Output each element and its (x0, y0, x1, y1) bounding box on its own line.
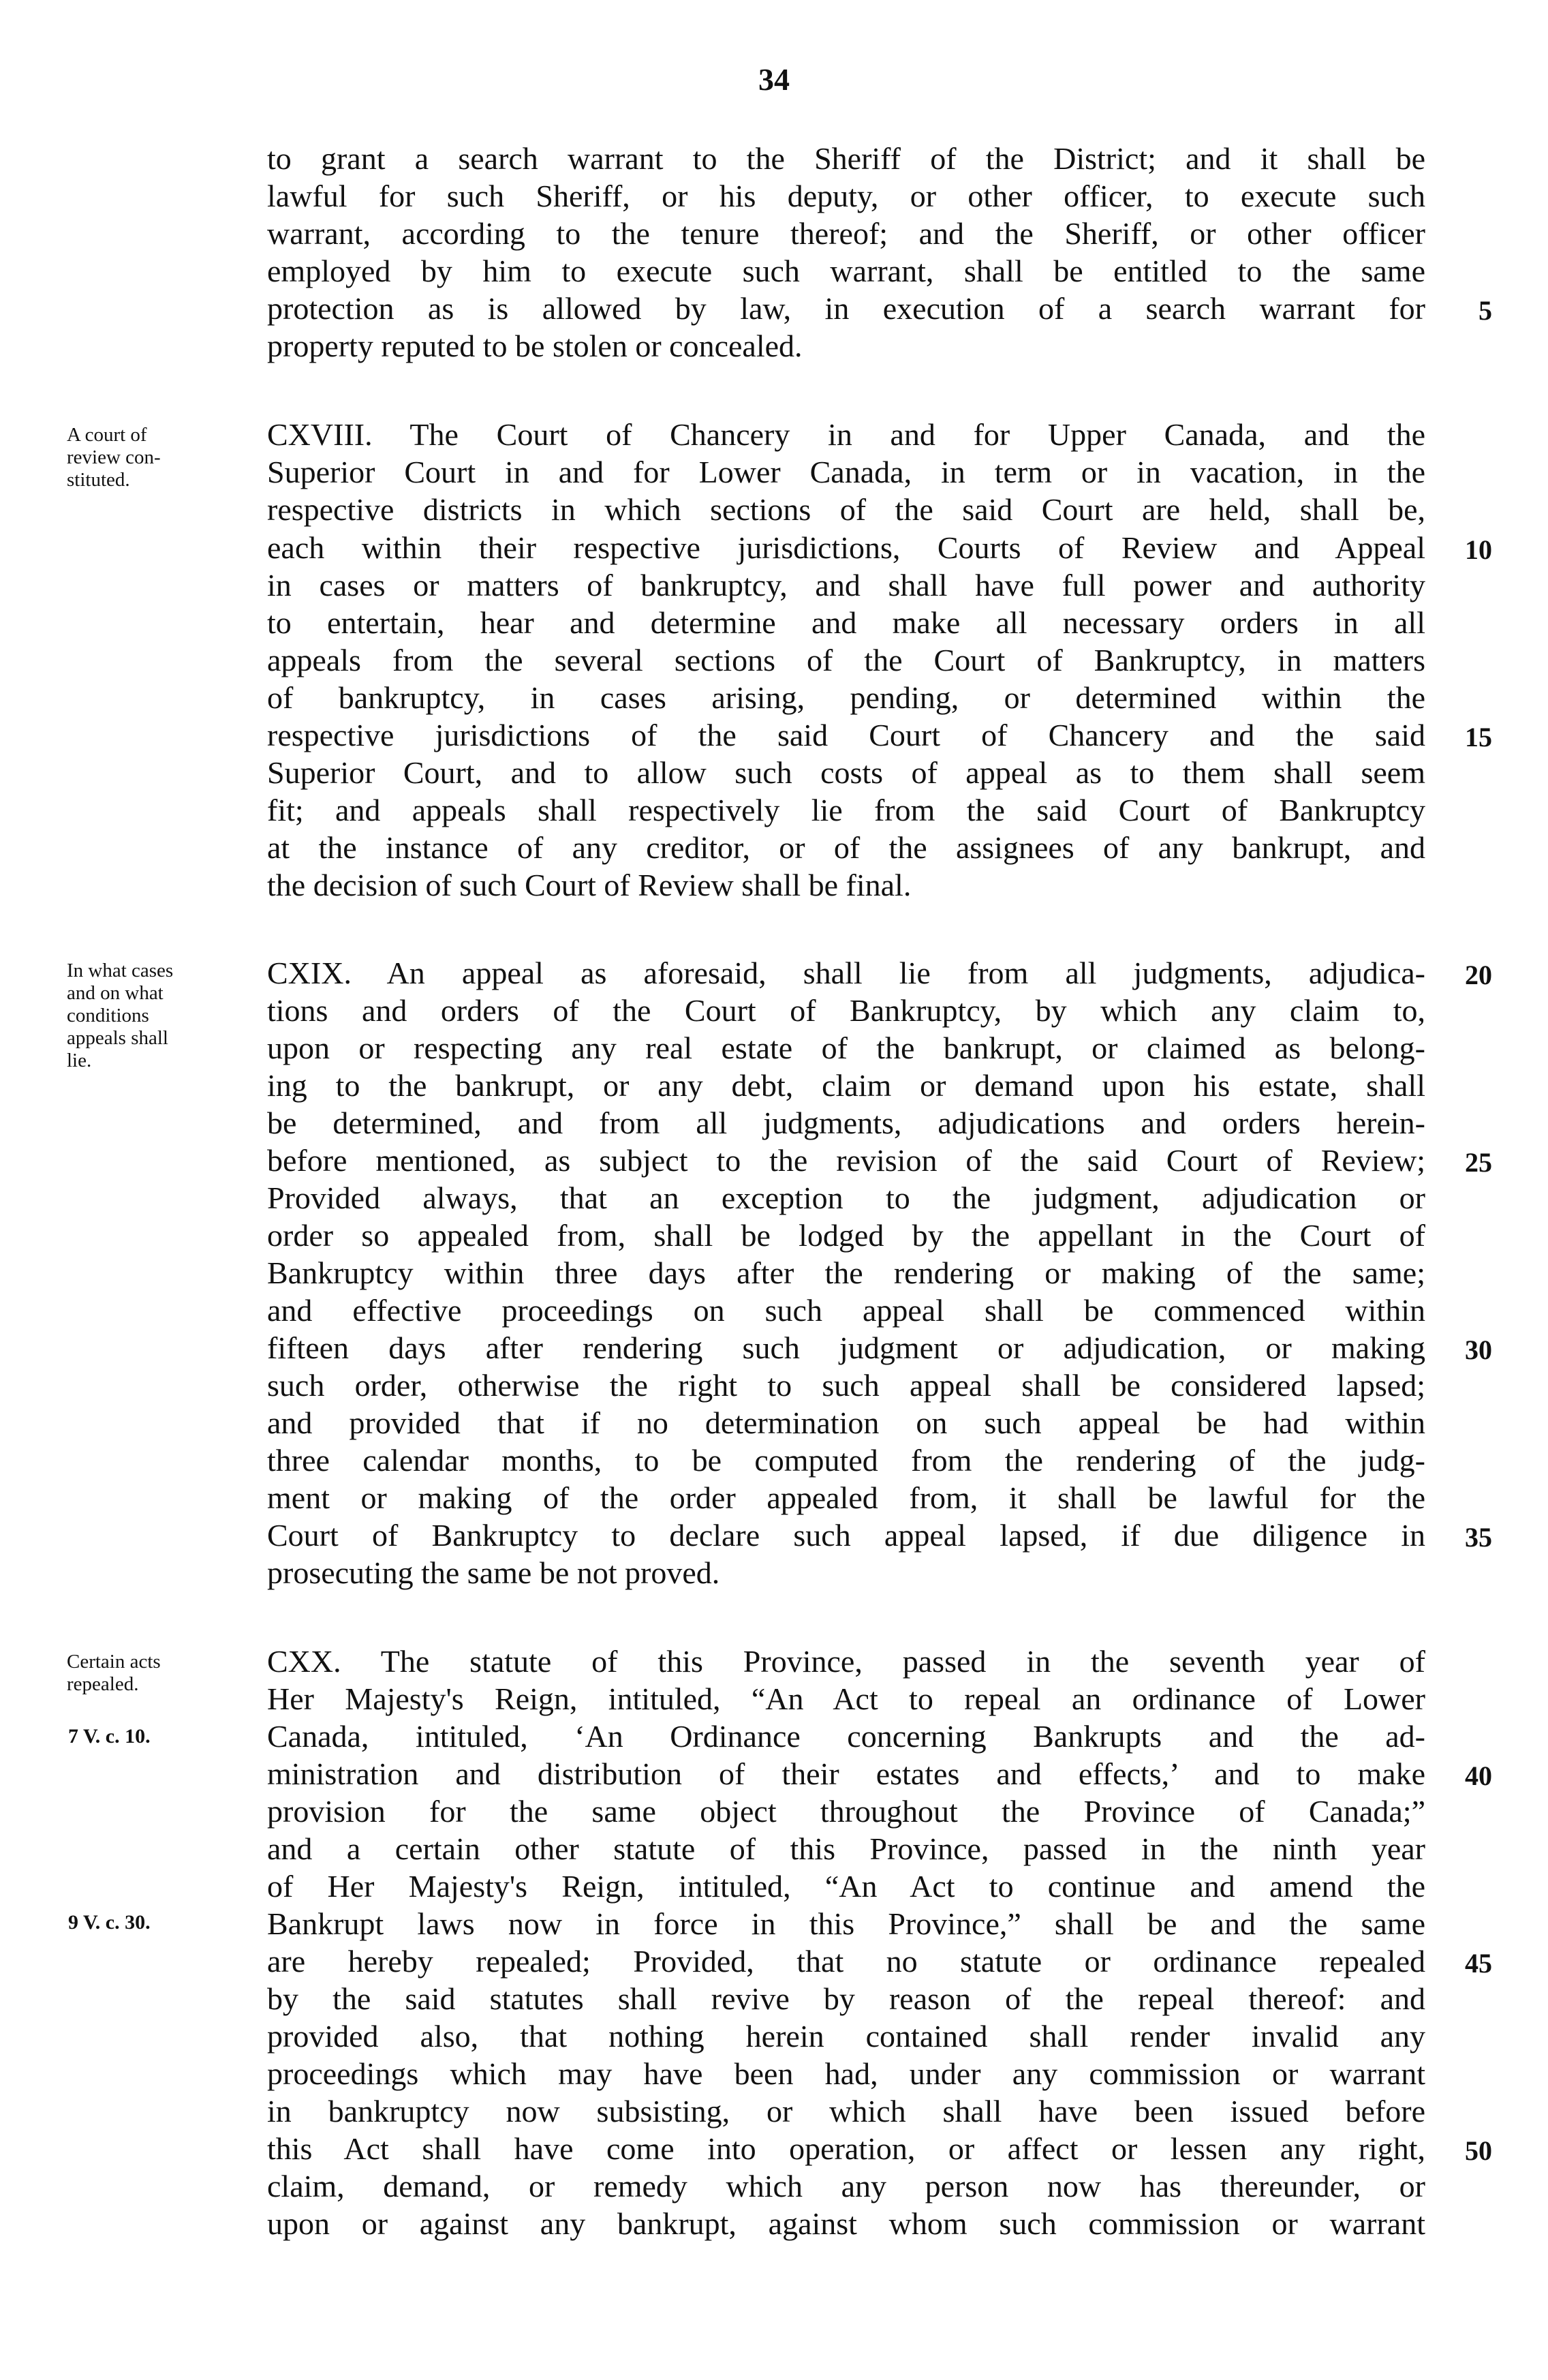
line-number: 5 (1479, 295, 1492, 326)
margin-note (67, 960, 258, 1072)
text-line: protection as is allowed by law, in execution of a search warrant for (267, 291, 1425, 326)
text-line: in cases or matters of bankruptcy, and shall have full power and authority (267, 568, 1425, 602)
line-number: 35 (1465, 1522, 1492, 1553)
text-line: Bankrupt laws now in force in this Province,” shall be and the same (267, 1906, 1425, 1941)
text-line: to entertain, hear and determine and make all necessary orders in all (267, 605, 1425, 640)
text-line: upon or against any bankrupt, against whom such commission or warrant (267, 2206, 1425, 2241)
text-line: Court of Bankruptcy to declare such appeal lapsed, if due diligence in (267, 1518, 1425, 1553)
text-line: prosecuting the same be not proved. (267, 1555, 720, 1590)
text-line: and provided that if no determination on such appeal be had within (267, 1405, 1425, 1440)
text-line: upon or respecting any real estate of the bankrupt, or claimed as belong- (267, 1031, 1425, 1065)
statute-reference: 9 V. c. 30. (68, 1911, 151, 1934)
text-line: three calendar months, to be computed from the rendering of the judg- (267, 1443, 1425, 1478)
margin-note-line: Certain acts (67, 1651, 161, 1673)
text-line: this Act shall have come into operation, or affect or lessen any right, (267, 2131, 1425, 2166)
text-line: before mentioned, as subject to the revision of the said Court of Review; (267, 1143, 1425, 1178)
line-number: 30 (1465, 1334, 1492, 1365)
text-line: are hereby repealed; Provided, that no statute or ordinance repealed (267, 1944, 1425, 1979)
line-number: 15 (1465, 722, 1492, 752)
text-line: CXVIII. The Court of Chancery in and for Upper Canada, and the (267, 417, 1425, 452)
line-number: 40 (1465, 1760, 1492, 1791)
text-line: fit; and appeals shall respectively lie from the said Court of Bankruptcy (267, 793, 1425, 827)
text-line: tions and orders of the Court of Bankruptcy, by which any claim to, (267, 993, 1425, 1028)
statute-reference: 7 V. c. 10. (68, 1725, 151, 1748)
text-line: CXX. The statute of this Province, passed in the seventh year of (267, 1644, 1425, 1679)
text-line: appeals from the several sections of the Court of Bankruptcy, in matters (267, 643, 1425, 677)
line-number: 25 (1465, 1147, 1492, 1178)
margin-note (67, 1651, 258, 1696)
text-line: and a certain other statute of this Province, passed in the ninth year (267, 1831, 1425, 1866)
margin-note-line: lie. (67, 1050, 92, 1071)
text-line: ing to the bankrupt, or any debt, claim or demand upon his estate, shall (267, 1068, 1425, 1103)
text-line: Superior Court, and to allow such costs of appeal as to them shall seem (267, 755, 1425, 790)
text-line: respective districts in which sections of the said Court are held, shall be, (267, 492, 1425, 527)
text-line: respective jurisdictions of the said Court of Chancery and the said (267, 718, 1425, 752)
text-line: by the said statutes shall revive by reason of the repeal thereof: and (267, 1981, 1425, 2016)
text-line: ministration and distribution of their estates and effects,’ and to make (267, 1756, 1425, 1791)
line-number: 45 (1465, 1948, 1492, 1979)
line-number: 50 (1465, 2135, 1492, 2166)
text-line: claim, demand, or remedy which any person now has thereunder, or (267, 2169, 1425, 2203)
line-number: 20 (1465, 960, 1492, 990)
text-line: such order, otherwise the right to such appeal shall be considered lapsed; (267, 1368, 1425, 1403)
margin-note-line: conditions (67, 1005, 149, 1026)
text-line: provision for the same object throughout the Province of Canada;” (267, 1794, 1425, 1829)
text-line: each within their respective jurisdictions, Courts of Review and Appeal (267, 530, 1425, 565)
text-line: lawful for such Sheriff, or his deputy, or other officer, to execute such (267, 179, 1425, 213)
text-line: Bankruptcy within three days after the rendering or making of the same; (267, 1255, 1425, 1290)
margin-note-line: appeals shall (67, 1027, 168, 1049)
text-line: at the instance of any creditor, or of the assignees of any bankrupt, and (267, 830, 1425, 865)
text-line: Canada, intituled, ‘An Ordinance concerning Bankrupts and the ad- (267, 1719, 1425, 1754)
text-line: the decision of such Court of Review shall be final. (267, 868, 912, 902)
text-line: CXIX. An appeal as aforesaid, shall lie from all judgments, adjudica- (267, 956, 1425, 990)
text-line: property reputed to be stolen or concealed. (267, 329, 803, 363)
margin-note (67, 424, 258, 491)
text-line: to grant a search warrant to the Sheriff of the District; and it shall be (267, 141, 1425, 176)
text-line: of bankruptcy, in cases arising, pending, or determined within the (267, 680, 1425, 715)
margin-note-line: A court of (67, 424, 147, 446)
text-line: fifteen days after rendering such judgment or adjudication, or making (267, 1330, 1425, 1365)
text-line: of Her Majesty's Reign, intituled, “An Act to continue and amend the (267, 1869, 1425, 1904)
text-line: Superior Court in and for Lower Canada, in term or in vacation, in the (267, 455, 1425, 489)
text-line: employed by him to execute such warrant, shall be entitled to the same (267, 254, 1425, 288)
margin-note-line: repealed. (67, 1673, 139, 1695)
page-number: 34 (758, 62, 790, 97)
margin-note-line: In what cases (67, 960, 174, 981)
text-line: proceedings which may have been had, under any commission or warrant (267, 2056, 1425, 2091)
text-line: Provided always, that an exception to the judgment, adjudication or (267, 1180, 1425, 1215)
text-line: order so appealed from, shall be lodged by the appellant in the Court of (267, 1218, 1425, 1253)
text-line: provided also, that nothing herein contained shall render invalid any (267, 2019, 1425, 2054)
margin-note-line: and on what (67, 982, 164, 1004)
text-line: warrant, according to the tenure thereof; and the Sheriff, or other officer (267, 216, 1425, 251)
margin-note-line: review con- (67, 446, 161, 468)
text-line: be determined, and from all judgments, adjudications and orders herein- (267, 1105, 1425, 1140)
text-line: and effective proceedings on such appeal shall be commenced within (267, 1293, 1425, 1328)
text-line: Her Majesty's Reign, intituled, “An Act to repeal an ordinance of Lower (267, 1681, 1425, 1716)
line-number: 10 (1465, 534, 1492, 565)
text-line: in bankruptcy now subsisting, or which shall have been issued before (267, 2094, 1425, 2129)
margin-note-line: stituted. (67, 469, 130, 491)
text-line: ment or making of the order appealed from, it shall be lawful for the (267, 1480, 1425, 1515)
